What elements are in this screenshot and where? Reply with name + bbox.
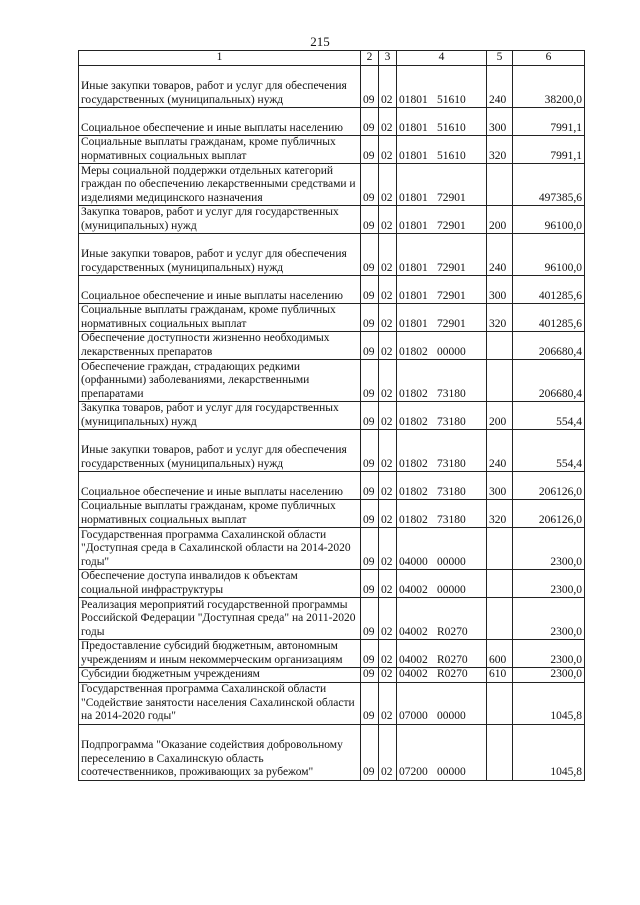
row-target-article-part1: 07000 — [399, 710, 428, 722]
row-section-code: 09 — [361, 528, 379, 570]
row-target-article-part1: 01801 — [399, 93, 428, 106]
table-row — [79, 304, 585, 332]
row-target-article-part1: 01801 — [399, 317, 428, 330]
row-name: Государственная программа Сахалинской области "Доступная среда в Сахалинской области на 2014-2020 годы" — [79, 528, 361, 570]
row-name: Обеспечение граждан, страдающих редкими (орфанными) заболеваниями, лекарственными препаратами — [79, 360, 361, 402]
table-row — [79, 430, 585, 472]
row-target-article — [397, 206, 487, 234]
row-target-article-part1: 01801 — [399, 219, 428, 232]
row-target-article-part1: 01802 — [399, 345, 428, 358]
row-amount: 7991,1 — [513, 108, 585, 136]
row-target-article-part2: 51610 — [437, 149, 466, 162]
row-target-article-part2: 73180 — [437, 415, 466, 428]
row-target-article-part1: 04002 — [399, 653, 428, 666]
row-name: Иные закупки товаров, работ и услуг для обеспечения государственных (муниципальных) нужд — [79, 430, 361, 472]
row-expense-type: 300 — [487, 108, 513, 136]
row-amount: 554,4 — [513, 430, 585, 472]
row-target-article-part1: 01801 — [399, 261, 428, 274]
table-row — [79, 164, 585, 206]
row-subsection-code: 02 — [379, 108, 397, 136]
row-amount: 554,4 — [513, 402, 585, 430]
row-amount: 206680,4 — [513, 360, 585, 402]
row-subsection-code: 02 — [379, 136, 397, 164]
row-section-code: 09 — [361, 640, 379, 668]
row-target-article-part2: 72901 — [437, 261, 466, 274]
row-section-code: 09 — [361, 430, 379, 472]
table-row — [79, 640, 585, 668]
row-target-article-part1: 04002 — [399, 668, 428, 680]
row-target-article — [397, 668, 487, 683]
row-target-article-part2: 00000 — [437, 345, 466, 358]
row-name: Социальное обеспечение и иные выплаты населению — [79, 108, 361, 136]
row-section-code: 09 — [361, 668, 379, 683]
row-subsection-code: 02 — [379, 500, 397, 528]
row-subsection-code: 02 — [379, 276, 397, 304]
row-subsection-code: 02 — [379, 528, 397, 570]
row-amount: 401285,6 — [513, 276, 585, 304]
row-target-article-part1: 01802 — [399, 387, 428, 400]
table-row — [79, 598, 585, 640]
budget-table — [78, 50, 585, 781]
row-section-code: 09 — [361, 500, 379, 528]
row-section-code: 09 — [361, 472, 379, 500]
row-section-code: 09 — [361, 136, 379, 164]
row-target-article — [397, 332, 487, 360]
row-name: Социальные выплаты гражданам, кроме публичных нормативных социальных выплат — [79, 304, 361, 332]
row-target-article-part2: 51610 — [437, 121, 466, 134]
row-target-article-part2: 72901 — [437, 289, 466, 302]
table-row — [79, 136, 585, 164]
row-subsection-code: 02 — [379, 598, 397, 640]
row-amount: 7991,1 — [513, 136, 585, 164]
row-target-article-part2: 72901 — [437, 317, 466, 330]
row-name: Социальное обеспечение и иные выплаты населению — [79, 472, 361, 500]
column-header: 5 — [487, 51, 513, 66]
row-expense-type: 320 — [487, 136, 513, 164]
row-target-article-part2: 73180 — [437, 387, 466, 400]
row-target-article-part1: 01802 — [399, 485, 428, 498]
row-target-article — [397, 234, 487, 276]
table-row — [79, 500, 585, 528]
row-subsection-code: 02 — [379, 724, 397, 780]
row-name: Меры социальной поддержки отдельных категорий граждан по обеспечению лекарственными средствами и изделиями медицинского назначения — [79, 164, 361, 206]
row-section-code: 09 — [361, 332, 379, 360]
row-name: Закупка товаров, работ и услуг для государственных (муниципальных) нужд — [79, 206, 361, 234]
table-row — [79, 360, 585, 402]
row-target-article — [397, 108, 487, 136]
row-target-article-part1: 04000 — [399, 555, 428, 568]
row-amount: 2300,0 — [513, 528, 585, 570]
row-target-article-part1: 01802 — [399, 513, 428, 526]
row-expense-type — [487, 598, 513, 640]
table-header-row — [79, 51, 585, 66]
row-expense-type — [487, 332, 513, 360]
row-subsection-code: 02 — [379, 332, 397, 360]
row-target-article — [397, 682, 487, 724]
row-subsection-code: 02 — [379, 570, 397, 598]
table-row — [79, 108, 585, 136]
row-target-article-part2: 00000 — [437, 710, 466, 722]
row-name: Подпрограмма "Оказание содействия добровольному переселению в Сахалинскую область соотечественников, проживающих за рубежом" — [79, 724, 361, 780]
row-name: Реализация мероприятий государственной программы Российской Федерации "Доступная среда" на 2011-2020 годы — [79, 598, 361, 640]
row-expense-type: 320 — [487, 500, 513, 528]
row-target-article — [397, 528, 487, 570]
table-body — [79, 66, 585, 781]
row-target-article — [397, 640, 487, 668]
row-expense-type: 600 — [487, 640, 513, 668]
row-target-article-part2: 51610 — [437, 93, 466, 106]
row-expense-type — [487, 570, 513, 598]
row-target-article-part1: 01801 — [399, 191, 428, 204]
row-name: Иные закупки товаров, работ и услуг для обеспечения государственных (муниципальных) нужд — [79, 234, 361, 276]
table-row — [79, 724, 585, 780]
row-name: Предоставление субсидий бюджетным, автономным учреждениям и иным некоммерческим организациям — [79, 640, 361, 668]
table-row — [79, 570, 585, 598]
row-amount: 2300,0 — [513, 570, 585, 598]
row-expense-type: 610 — [487, 668, 513, 683]
row-amount: 401285,6 — [513, 304, 585, 332]
page-number: 215 — [310, 34, 330, 49]
row-expense-type: 240 — [487, 430, 513, 472]
row-target-article-part2: 72901 — [437, 191, 466, 204]
row-target-article — [397, 570, 487, 598]
row-target-article — [397, 304, 487, 332]
table-row — [79, 668, 585, 683]
row-expense-type — [487, 164, 513, 206]
row-section-code: 09 — [361, 66, 379, 108]
row-amount: 206126,0 — [513, 500, 585, 528]
table-row — [79, 332, 585, 360]
table-row — [79, 682, 585, 724]
column-header: 4 — [397, 51, 487, 66]
row-name: Социальное обеспечение и иные выплаты населению — [79, 276, 361, 304]
row-expense-type — [487, 724, 513, 780]
table-row — [79, 66, 585, 108]
row-section-code: 09 — [361, 276, 379, 304]
column-header: 6 — [513, 51, 585, 66]
row-target-article-part1: 04002 — [399, 625, 428, 638]
table-row — [79, 234, 585, 276]
row-subsection-code: 02 — [379, 66, 397, 108]
row-amount: 206126,0 — [513, 472, 585, 500]
row-target-article-part2: 73180 — [437, 513, 466, 526]
row-subsection-code: 02 — [379, 430, 397, 472]
row-target-article-part1: 01802 — [399, 457, 428, 470]
row-expense-type: 300 — [487, 472, 513, 500]
row-target-article-part2: R0270 — [437, 668, 468, 680]
row-target-article — [397, 472, 487, 500]
row-subsection-code: 02 — [379, 402, 397, 430]
row-amount: 497385,6 — [513, 164, 585, 206]
row-target-article-part2: 73180 — [437, 457, 466, 470]
row-target-article — [397, 598, 487, 640]
row-target-article — [397, 724, 487, 780]
row-expense-type: 240 — [487, 66, 513, 108]
row-name: Социальные выплаты гражданам, кроме публичных нормативных социальных выплат — [79, 136, 361, 164]
row-name: Закупка товаров, работ и услуг для государственных (муниципальных) нужд — [79, 402, 361, 430]
row-subsection-code: 02 — [379, 234, 397, 276]
row-target-article-part2: R0270 — [437, 625, 468, 638]
row-expense-type — [487, 360, 513, 402]
row-amount: 1045,8 — [513, 682, 585, 724]
row-expense-type: 200 — [487, 206, 513, 234]
row-amount: 2300,0 — [513, 598, 585, 640]
row-expense-type: 200 — [487, 402, 513, 430]
row-expense-type — [487, 682, 513, 724]
row-target-article — [397, 360, 487, 402]
row-section-code: 09 — [361, 164, 379, 206]
row-name: Социальные выплаты гражданам, кроме публичных нормативных социальных выплат — [79, 500, 361, 528]
table-row — [79, 206, 585, 234]
row-subsection-code: 02 — [379, 682, 397, 724]
row-amount: 96100,0 — [513, 234, 585, 276]
row-target-article-part2: R0270 — [437, 653, 468, 666]
row-target-article — [397, 430, 487, 472]
row-target-article-part2: 72901 — [437, 219, 466, 232]
row-section-code: 09 — [361, 724, 379, 780]
row-subsection-code: 02 — [379, 668, 397, 683]
row-target-article-part2: 00000 — [437, 766, 466, 778]
row-section-code: 09 — [361, 304, 379, 332]
row-target-article — [397, 66, 487, 108]
row-target-article — [397, 164, 487, 206]
row-target-article — [397, 276, 487, 304]
table-row — [79, 528, 585, 570]
row-name: Обеспечение доступности жизненно необходимых лекарственных препаратов — [79, 332, 361, 360]
row-section-code: 09 — [361, 360, 379, 402]
row-subsection-code: 02 — [379, 206, 397, 234]
row-target-article-part1: 01802 — [399, 415, 428, 428]
row-name: Субсидии бюджетным учреждениям — [79, 668, 361, 683]
row-target-article-part2: 73180 — [437, 485, 466, 498]
row-amount: 1045,8 — [513, 724, 585, 780]
row-amount: 206680,4 — [513, 332, 585, 360]
row-name: Обеспечение доступа инвалидов к объектам социальной инфраструктуры — [79, 570, 361, 598]
row-target-article-part1: 04002 — [399, 583, 428, 596]
table-row — [79, 276, 585, 304]
row-section-code: 09 — [361, 598, 379, 640]
row-target-article-part2: 00000 — [437, 583, 466, 596]
row-expense-type — [487, 528, 513, 570]
row-amount: 38200,0 — [513, 66, 585, 108]
row-section-code: 09 — [361, 206, 379, 234]
row-amount: 2300,0 — [513, 640, 585, 668]
row-name: Иные закупки товаров, работ и услуг для обеспечения государственных (муниципальных) нужд — [79, 66, 361, 108]
row-target-article-part2: 00000 — [437, 555, 466, 568]
column-header: 1 — [79, 51, 361, 66]
row-target-article — [397, 136, 487, 164]
row-section-code: 09 — [361, 108, 379, 136]
row-amount: 96100,0 — [513, 206, 585, 234]
row-expense-type: 240 — [487, 234, 513, 276]
row-target-article-part1: 07200 — [399, 766, 428, 778]
column-header: 2 — [361, 51, 379, 66]
row-target-article — [397, 402, 487, 430]
row-subsection-code: 02 — [379, 304, 397, 332]
row-expense-type: 300 — [487, 276, 513, 304]
row-section-code: 09 — [361, 570, 379, 598]
row-subsection-code: 02 — [379, 472, 397, 500]
row-amount: 2300,0 — [513, 668, 585, 683]
row-target-article-part1: 01801 — [399, 289, 428, 302]
row-section-code: 09 — [361, 234, 379, 276]
row-section-code: 09 — [361, 682, 379, 724]
row-subsection-code: 02 — [379, 164, 397, 206]
row-target-article-part1: 01801 — [399, 121, 428, 134]
row-target-article — [397, 500, 487, 528]
row-subsection-code: 02 — [379, 360, 397, 402]
column-header: 3 — [379, 51, 397, 66]
row-subsection-code: 02 — [379, 640, 397, 668]
row-expense-type: 320 — [487, 304, 513, 332]
row-name: Государственная программа Сахалинской области "Содействие занятости населения Сахалинской области на 2014-2020 годы" — [79, 682, 361, 724]
row-section-code: 09 — [361, 402, 379, 430]
row-target-article-part1: 01801 — [399, 149, 428, 162]
table-row — [79, 472, 585, 500]
table-row — [79, 402, 585, 430]
